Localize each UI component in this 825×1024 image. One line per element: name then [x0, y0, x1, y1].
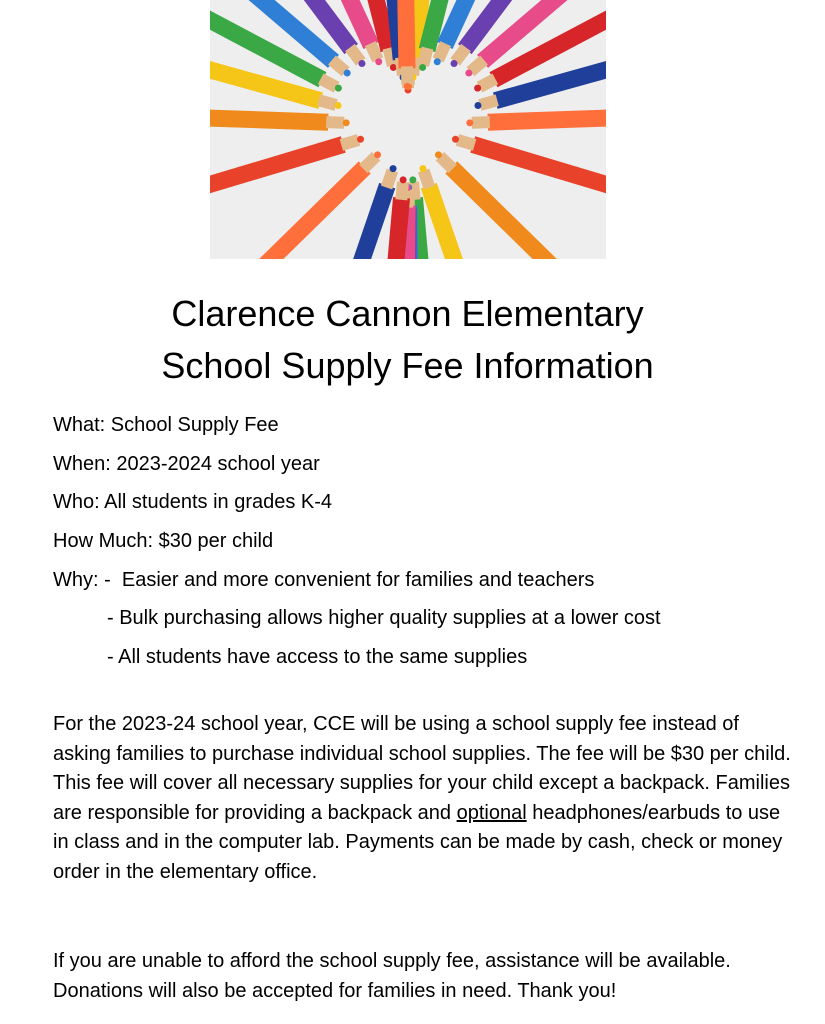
pencil-tip: [434, 58, 441, 65]
pencil-tip: [357, 136, 364, 143]
pencil-tip: [474, 85, 481, 92]
pencil-wood: [423, 48, 427, 65]
pencil-tip: [343, 119, 350, 126]
fee-facts: [53, 408, 793, 679]
pencil-wood: [387, 171, 393, 188]
pencil-body: [488, 114, 606, 122]
pencil-wood: [341, 140, 358, 145]
reason-2: - Bulk purchasing allows higher quality supplies at a lower cost: [107, 607, 661, 630]
pencil-body: [403, 0, 407, 68]
pencil-tip: [358, 60, 365, 67]
pencil-wood: [457, 140, 474, 145]
paragraph-text-1: For the 2023-24 school year, CCE will be using a school supply fee instead of asking families to purchase individual school supplies. The fee will be $30 per child. This fee will cover all necessary supplies for your child except a backpack. Families are responsible for providing a backpack and: [53, 713, 791, 824]
pencils-heart-illustration: [210, 0, 606, 259]
pencil-tip: [419, 165, 426, 172]
pencil-wood: [321, 79, 337, 87]
fact-when: When: 2023-2024 school year: [53, 452, 320, 475]
pencil-tip: [452, 136, 459, 143]
pencil-tip: [474, 102, 481, 109]
fact-who: Who: All students in grades K-4: [53, 491, 333, 514]
optional-underlined: optional: [456, 801, 527, 824]
pencil-tip: [335, 85, 342, 92]
pencil-tip: [465, 70, 472, 77]
pencil-wood: [401, 182, 403, 200]
title-line-1: Clarence Cannon Elementary: [171, 293, 644, 334]
pencil-tip: [375, 58, 382, 65]
reason-1: Easier and more convenient for families and teachers: [121, 568, 595, 591]
pencil-tip: [435, 151, 442, 158]
paragraph-text-2: headphones/earbuds to use in class and in the computer lab. Payments can be made by cash, check or money order in the elementary office.: [53, 801, 783, 883]
pencil-tip: [344, 70, 351, 77]
pencil-wood: [480, 100, 497, 105]
fact-how-much: How Much: $30 per child: [53, 530, 274, 553]
reason-3: - All students have access to the same supplies: [107, 646, 528, 669]
pencil-body: [210, 114, 328, 122]
fact-why: [53, 563, 793, 602]
pencil-tip: [390, 165, 397, 172]
page-title: [0, 288, 815, 392]
pencil-wood: [370, 44, 378, 60]
pencil-wood: [424, 171, 430, 188]
title-line-2: School Supply Fee Information: [161, 345, 654, 386]
pencil-wood: [438, 44, 446, 60]
pencil-wood: [472, 122, 490, 123]
pencil-tip: [419, 64, 426, 71]
pencil-tip: [466, 119, 473, 126]
fee-details-paragraph: [53, 710, 793, 887]
pencil-tip: [400, 176, 407, 183]
assistance-paragraph: If you are unable to afford the school supply fee, assistance will be available. Donations will also be accepted for families in need. Thank you!: [53, 950, 731, 1002]
pencil-tip: [404, 83, 411, 90]
pencil-wood: [326, 122, 344, 123]
pencil-wood: [479, 79, 495, 87]
fact-what: What: School Supply Fee: [53, 414, 279, 436]
pencil-wood: [319, 100, 336, 105]
pencil-tip: [409, 176, 416, 183]
pencils-heart-photo: [210, 0, 606, 259]
pencil: [403, 0, 411, 90]
pencil-tip: [335, 102, 342, 109]
pencil-tip: [451, 60, 458, 67]
why-prefix: Why: -: [53, 568, 122, 591]
pencil-tip: [374, 151, 381, 158]
